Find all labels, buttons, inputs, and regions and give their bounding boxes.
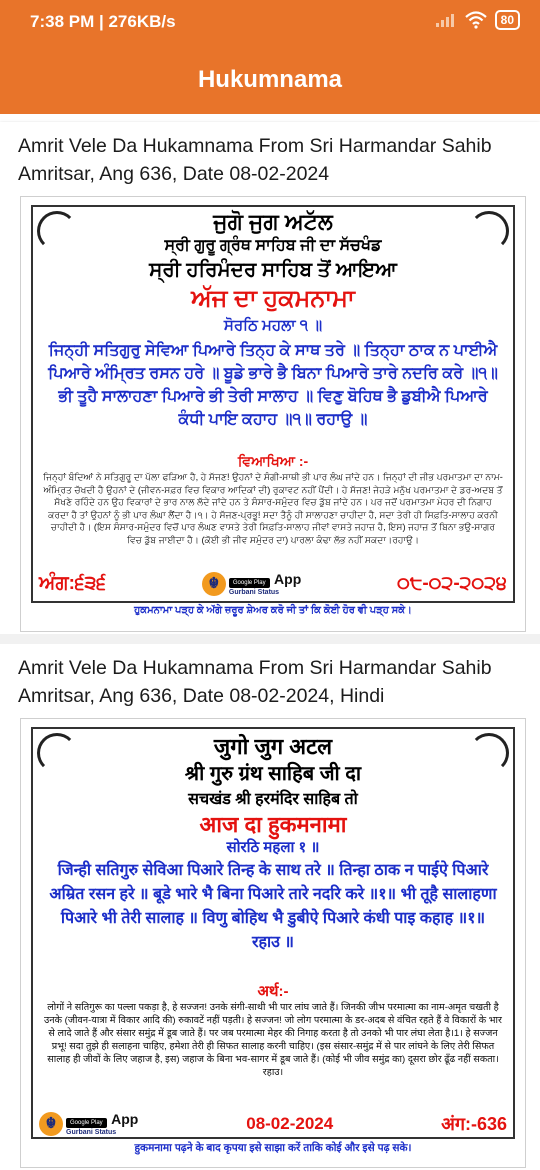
card-title: Amrit Vele Da Hukamnama From Sri Harmandar Sahib Amritsar, Ang 636, Date 08-02-2024 — [18, 135, 492, 185]
logo-name: Gurbani Status — [66, 1129, 117, 1136]
battery-icon: 80 — [495, 10, 520, 30]
hukamnama-poster[interactable] — [20, 196, 526, 632]
poster-line-1: जुगो जुग अटल — [213, 734, 333, 759]
poster-heading: ਅੱਜ ਦਾ ਹੁਕਮਨਾਮਾ — [191, 285, 355, 312]
poster-ang: अंग:-636 — [441, 1113, 507, 1134]
poster-date: ੦੮-੦੨-੨੦੨੪ — [397, 572, 507, 594]
google-play-badge: Google Play — [66, 1118, 107, 1128]
poster-date: 08-02-2024 — [246, 1113, 334, 1133]
signal-icon — [435, 12, 457, 28]
poster-heading: आज दा हुकमनामा — [199, 812, 347, 837]
poster-explanation: लोगों ने सतिगुरू का पल्ला पकड़ा है, हे सज्जन! उनके संगी-साथी भी पार लांघ जाते हैं। जिनकी जीभ परमात्मा का नाम-अमृत चखती है उनके (जीवन-यात्रा में विकार आदि की) रुकावटें नहीं पड़ती। हे सज्जन! जो लोग परमात्मा के डर-अदब से वंचित रहते हैं वे विकारों के भार से लादे जाते हैं और संसार समुंद्र में डूब जाते हैं। पर जब परमात्मा मेहर की निगाह करता है तो उनको भी पार लंघा लेता है।1। हे सज्जन प्रभू! सदा तुझे ही सलाहना चाहिए, हमेशा तेरी ही सिफत सालाह करनी चाहिए। (इस संसार-समुंद्र में से पार लांघने के लिए तेरी सिफत सालाह ही जीवों के लिए जहाज है, इस) जहाज के बिना भव-सागर में डूब जाते हैं। (कोई भी जीव समुंद्र का) दूसरा छोर ढूँढ नहीं सकता। रहाउ। — [44, 1002, 502, 1078]
poster-raag: सोरठि महला १ ॥ — [226, 839, 320, 856]
poster-line-3: सचखंड श्री हरमंदिर साहिब तो — [188, 791, 358, 808]
poster-line-3: ਸ੍ਰੀ ਹਰਿਮੰਦਰ ਸਾਹਿਬ ਤੋਂ ਆਇਆ — [149, 259, 397, 281]
wifi-icon — [465, 11, 487, 29]
poster-ang: ਅੰਗ:੬੩੬ — [39, 572, 107, 594]
poster-line-2: श्री गुरु ग्रंथ साहिब जी दा — [184, 763, 362, 785]
khanda-icon: ☬ — [202, 572, 226, 596]
poster-line-1: ਜੁਗੋ ਜੁਗ ਅਟੱਲ — [213, 209, 333, 234]
gurbani-status-logo — [202, 571, 301, 596]
app-title: Hukumnama — [197, 66, 343, 93]
poster-footer-note: ਹੁਕਮਨਾਮਾ ਪੜ੍ਹ ਕੇ ਅੱਗੇ ਜ਼ਰੂਰ ਸ਼ੇਅਰ ਕਰੋ ਜੀ ਤਾਂ ਕਿ ਕੋਈ ਹੋਰ ਵੀ ਪੜ੍ਹ ਸਕੇ। — [134, 605, 412, 616]
card-separator — [0, 634, 540, 644]
hukamnama-card[interactable] — [0, 644, 540, 1170]
hukamnama-poster[interactable] — [20, 718, 526, 1168]
poster-verse: ਜਿਨ੍ਹੀ ਸਤਿਗੁਰੁ ਸੇਵਿਆ ਪਿਆਰੇ ਤਿਨ੍ਹ ਕੇ ਸਾਥ ਤਰੇ ॥ ਤਿਨ੍ਹਾ ਠਾਕ ਨ ਪਾਈਐ ਪਿਆਰੇ ਅੰਮ੍ਰਿਤ ਰਸਨ ਹਰੇ ॥ ਬੂਡੇ ਭਾਰੇ ਭੈ ਬਿਨਾ ਪਿਆਰੇ ਤਾਰੇ ਨਦਰਿ ਕਰੇ ॥੧॥ ਭੀ ਤੂਹੈ ਸਾਲਾਹਣਾ ਪਿਆਰੇ ਭੀ ਤੇਰੀ ਸਾਲਾਹ ॥ ਵਿਣੁ ਬੋਹਿਥ ਭੈ ਡੁਬੀਐ ਪਿਆਰੇ ਕੰਧੀ ਪਾਇ ਕਹਾਹ ॥੧॥ ਰਹਾਉ ॥ — [48, 342, 498, 428]
card-title: Amrit Vele Da Hukamnama From Sri Harmandar Sahib Amritsar, Ang 636, Date 08-02-2024, Hindi — [18, 657, 492, 707]
status-time: 7:38 PM | 276KB/s — [30, 12, 176, 31]
status-bar — [0, 0, 540, 44]
logo-app-text: App — [274, 571, 302, 587]
poster-meaning-heading: ਵਿਆਖਿਆ :- — [237, 453, 309, 469]
poster-explanation: ਜਿਨ੍ਹਾਂ ਬੰਦਿਆਂ ਨੇ ਸਤਿਗੁਰੂ ਦਾ ਪੱਲਾ ਫੜਿਆ ਹੈ, ਹੇ ਸੱਜਣ! ਉਹਨਾਂ ਦੇ ਸੰਗੀ-ਸਾਥੀ ਭੀ ਪਾਰ ਲੰਘ ਜਾਂਦੇ ਹਨ। ਜਿਨ੍ਹਾਂ ਦੀ ਜੀਭ ਪਰਮਾਤਮਾ ਦਾ ਨਾਮ-ਅੰਮ੍ਰਿਤ ਚੱਖਦੀ ਹੈ ਉਹਨਾਂ ਦੇ (ਜੀਵਨ-ਸਫ਼ਰ ਵਿਚ ਵਿਕਾਰ ਆਦਿਕਾਂ ਦੀ) ਰੁਕਾਵਟ ਨਹੀਂ ਪੈਂਦੀ। ਹੇ ਸੱਜਣ! ਜੇਹੜੇ ਮਨੁੱਖ ਪਰਮਾਤਮਾ ਦੇ ਡਰ-ਅਦਬ ਤੋਂ ਸੱਖਣੇ ਰਹਿੰਦੇ ਹਨ ਉਹ ਵਿਕਾਰਾਂ ਦੇ ਭਾਰ ਨਾਲ ਲੱਦੇ ਜਾਂਦੇ ਹਨ ਤੇ ਸੰਸਾਰ-ਸਮੁੰਦਰ ਵਿਚ ਡੁੱਬ ਜਾਂਦੇ ਹਨ। ਪਰ ਜਦੋਂ ਪਰਮਾਤਮਾ ਮੇਹਰ ਦੀ ਨਿਗਾਹ ਕਰਦਾ ਹੈ ਤਾਂ ਉਹਨਾਂ ਨੂੰ ਭੀ ਪਾਰ ਲੰਘਾ ਲੈਂਦਾ ਹੈ।੧। ਹੇ ਸੱਜਣ-ਪ੍ਰਭੂ! ਸਦਾ ਤੈਨੂੰ ਹੀ ਸਾਲਾਹਣਾ ਚਾਹੀਦਾ ਹੈ, ਸਦਾ ਤੇਰੀ ਹੀ ਸਿਫ਼ਤਿ-ਸਾਲਾਹ ਕਰਨੀ ਚਾਹੀਦੀ ਹੈ। (ਇਸ ਸੰਸਾਰ-ਸਮੁੰਦਰ ਵਿਚੋਂ ਪਾਰ ਲੰਘਣ ਵਾਸਤੇ ਤੇਰੀ ਸਿਫ਼ਤਿ-ਸਾਲਾਹ ਜੀਵਾਂ ਵਾਸਤੇ ਜਹਾਜ਼ ਹੈ, ਇਸ) ਜਹਾਜ਼ ਤੋਂ ਬਿਨਾ ਭਉ-ਸਾਗਰ ਵਿਚ ਡੁੱਬ ਜਾਈਦਾ ਹੈ। (ਕੋਈ ਭੀ ਜੀਵ ਸਮੁੰਦਰ ਦਾ) ਪਾਰਲਾ ਕੰਢਾ ਲੱਭ ਨਹੀਂ ਸਕਦਾ।ਰਹਾਉ। — [43, 472, 503, 545]
poster-footer — [39, 1111, 507, 1136]
poster-line-2: ਸ੍ਰੀ ਗੁਰੂ ਗ੍ਰੰਥ ਸਾਹਿਬ ਜੀ ਦਾ ਸੱਚਖੰਡ — [164, 237, 382, 254]
poster-verse: जिन्ही सतिगुरु सेविआ पिआरे तिन्ह के साथ तरे ॥ तिन्हा ठाक न पाईऐ पिआरे अम्रित रसन हरे ॥ बूडे भारे भै बिना पिआरे तारे नदरि करे ॥१॥ भी तूहै सालाहणा पिआरे भी तेरी सालाह ॥ विणु बोहिथ भै डुबीऐ पिआरे कंधी पाइ कहाह ॥१॥ रहाउ ॥ — [49, 862, 497, 951]
hukamnama-card[interactable] — [0, 122, 540, 634]
poster-raag: ਸੋਰਠਿ ਮਹਲਾ ੧ ॥ — [223, 317, 323, 334]
khanda-icon: ☬ — [39, 1112, 63, 1136]
poster-footer — [39, 571, 507, 596]
status-icons — [435, 10, 520, 30]
gurbani-status-logo — [39, 1111, 138, 1136]
poster-meaning-heading: अर्थ:- — [257, 983, 289, 1000]
app-bar — [0, 44, 540, 114]
poster-footer-note: हुकमनामा पढ़ने के बाद कृपया इसे साझा करें ताकि कोई और इसे पढ़ सके। — [134, 1142, 412, 1154]
google-play-badge: Google Play — [229, 578, 270, 588]
logo-name: Gurbani Status — [228, 589, 280, 596]
logo-app-text: App — [111, 1111, 139, 1127]
